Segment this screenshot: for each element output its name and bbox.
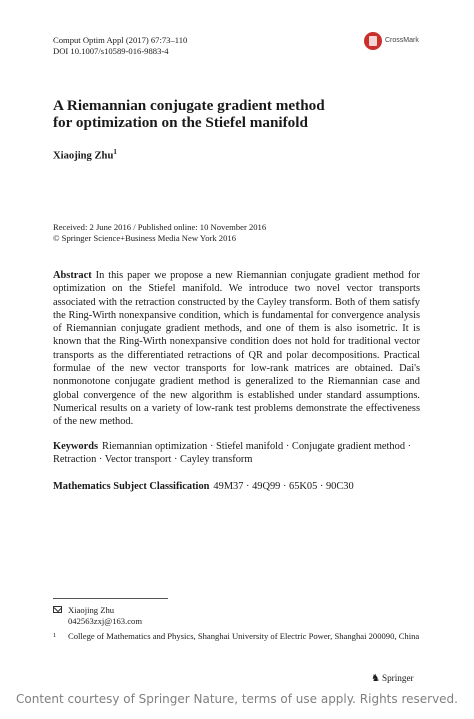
keywords-label: Keywords bbox=[53, 441, 99, 452]
crossmark-icon bbox=[364, 32, 382, 50]
author-line bbox=[53, 148, 117, 162]
crossmark-label: CrossMark bbox=[385, 37, 419, 44]
courtesy-watermark: Content courtesy of Springer Nature, terms of use apply. Rights reserved. bbox=[16, 692, 458, 706]
copyright-notice: © Springer Science+Business Media New York 2016 bbox=[53, 233, 236, 243]
springer-horse-icon: ♞ bbox=[371, 673, 380, 684]
keywords-text: Riemannian optimization · Stiefel manifold · Conjugate gradient method · Retraction · Vector transport · Cayley transform bbox=[53, 441, 412, 466]
abstract-label: Abstract bbox=[53, 270, 92, 281]
keywords bbox=[53, 440, 420, 467]
msc-label: Mathematics Subject Classification bbox=[53, 481, 210, 492]
affiliation-number: 1 bbox=[53, 632, 57, 639]
corresponding-author-email[interactable]: 042563zxj@163.com bbox=[68, 616, 143, 626]
publisher-name: Springer bbox=[381, 673, 414, 683]
abstract-text: In this paper we propose a new Riemannian conjugate gradient method for optimization on the Stiefel manifold. We introduce two novel vector transports associated with the retraction constructed by the Cayley transform. Both of them satisfy the Ring-Wirth nonexpansive condition, which is fundamental for convergence analysis of Riemannian conjugate gradient methods, and one of them is also isometric. It is known that the Ring-Wirth nonexpansive condition does not hold for traditional vector transports as the differentiated retractions of QR and polar decompositions. Practical formulae of the new vector transports for low-rank matrices are obtained. Dai's nonmonotone conjugate gradient method is generalized to the Riemannian case and global convergence of the new algorithm is established under standard assumptions. Numerical results on a variety of low-rank test problems demonstrate the effectiveness of the new method. bbox=[53, 270, 420, 428]
received-date: Received: 2 June 2016 / Published online: 10 November 2016 bbox=[53, 222, 267, 232]
subject-classification bbox=[53, 480, 420, 493]
publication-info bbox=[53, 222, 433, 244]
springer-logo bbox=[371, 673, 414, 684]
author-name[interactable]: Xiaojing Zhu bbox=[53, 150, 114, 162]
title-line-2: for optimization on the Stiefel manifold bbox=[53, 114, 308, 131]
title-line-1: A Riemannian conjugate gradient method bbox=[53, 97, 325, 114]
doi-line[interactable]: DOI 10.1007/s10589-016-9883-4 bbox=[53, 46, 169, 56]
abstract bbox=[53, 269, 420, 429]
envelope-icon bbox=[53, 606, 62, 613]
crossmark-badge[interactable] bbox=[364, 32, 426, 52]
corresponding-author-name: Xiaojing Zhu bbox=[68, 605, 115, 615]
footnote-divider bbox=[53, 598, 168, 599]
journal-citation bbox=[53, 35, 187, 57]
author-affiliation-marker: 1 bbox=[113, 148, 117, 156]
journal-line: Comput Optim Appl (2017) 67:73–110 bbox=[53, 35, 188, 45]
affiliation-text: College of Mathematics and Physics, Shanghai University of Electric Power, Shanghai 200090, China bbox=[68, 631, 420, 641]
msc-text: 49M37 · 49Q99 · 65K05 · 90C30 bbox=[213, 481, 354, 492]
article-title bbox=[53, 97, 433, 131]
